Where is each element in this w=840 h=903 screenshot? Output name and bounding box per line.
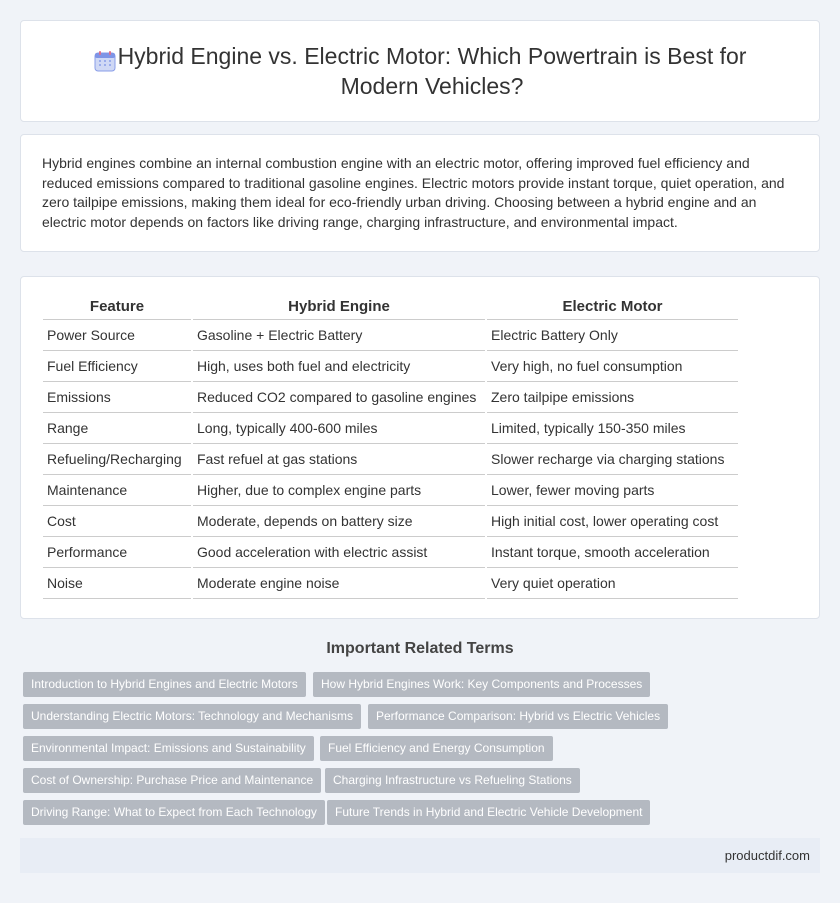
related-term-link[interactable]: Charging Infrastructure vs Refueling Stations [325, 768, 580, 793]
column-header-hybrid: Hybrid Engine [193, 295, 485, 320]
related-term-link[interactable]: Introduction to Hybrid Engines and Electric Motors [23, 672, 306, 697]
related-term-link[interactable]: Fuel Efficiency and Energy Consumption [320, 736, 553, 761]
table-cell: Maintenance [43, 475, 191, 506]
table-cell: High, uses both fuel and electricity [193, 351, 485, 382]
table-cell: Power Source [43, 320, 191, 351]
table-cell: Refueling/Recharging [43, 444, 191, 475]
table-cell: Electric Battery Only [487, 320, 738, 351]
table-cell: Noise [43, 568, 191, 599]
table-row [43, 506, 738, 537]
table-header-row [43, 295, 738, 320]
table-cell: Performance [43, 537, 191, 568]
table-cell: Limited, typically 150-350 miles [487, 413, 738, 444]
table-row [43, 475, 738, 506]
table-cell: Lower, fewer moving parts [487, 475, 738, 506]
related-term-link[interactable]: Driving Range: What to Expect from Each Technology [23, 800, 325, 825]
comparison-table [41, 295, 740, 599]
intro-paragraph: Hybrid engines combine an internal combustion engine with an electric motor, offering improved fuel efficiency and reduced emissions compared to traditional gasoline engines. Electric motors provide instant torque, quiet operation, and zero tailpipe emissions, making them ideal for eco-friendly urban driving. Choosing between a hybrid engine and an electric motor depends on factors like driving range, charging infrastructure, and environmental impact. [42, 155, 785, 230]
related-term-link[interactable]: Performance Comparison: Hybrid vs Electric Vehicles [368, 704, 668, 729]
table-cell: Reduced CO2 compared to gasoline engines [193, 382, 485, 413]
comparison-table-card [20, 276, 820, 619]
table-cell: Zero tailpipe emissions [487, 382, 738, 413]
column-header-feature: Feature [43, 295, 191, 320]
table-row [43, 351, 738, 382]
related-term-link[interactable]: Understanding Electric Motors: Technology and Mechanisms [23, 704, 361, 729]
related-terms-heading: Important Related Terms [326, 640, 514, 657]
table-cell: Gasoline + Electric Battery [193, 320, 485, 351]
table-cell: Moderate engine noise [193, 568, 485, 599]
column-header-electric: Electric Motor [487, 295, 738, 320]
table-row [43, 444, 738, 475]
table-cell: Fuel Efficiency [43, 351, 191, 382]
related-term-link[interactable]: How Hybrid Engines Work: Key Components and Processes [313, 672, 650, 697]
table-cell: Range [43, 413, 191, 444]
table-cell: Instant torque, smooth acceleration [487, 537, 738, 568]
table-row [43, 413, 738, 444]
related-term-link[interactable]: Environmental Impact: Emissions and Sustainability [23, 736, 314, 761]
table-row [43, 537, 738, 568]
header-card [20, 20, 820, 122]
footer [20, 838, 820, 873]
table-cell: Cost [43, 506, 191, 537]
table-cell: Higher, due to complex engine parts [193, 475, 485, 506]
table-cell: Slower recharge via charging stations [487, 444, 738, 475]
intro-card [20, 134, 820, 252]
table-cell: Long, typically 400-600 miles [193, 413, 485, 444]
table-row [43, 382, 738, 413]
table-cell: Very quiet operation [487, 568, 738, 599]
table-row [43, 568, 738, 599]
table-cell: Moderate, depends on battery size [193, 506, 485, 537]
footer-site-name: productdif.com [724, 848, 810, 863]
table-cell: Good acceleration with electric assist [193, 537, 485, 568]
table-row [43, 320, 738, 351]
page-title: Hybrid Engine vs. Electric Motor: Which Powertrain is Best for Modern Vehicles? [117, 43, 747, 99]
table-cell: Fast refuel at gas stations [193, 444, 485, 475]
related-term-link[interactable]: Future Trends in Hybrid and Electric Vehicle Development [327, 800, 650, 825]
table-cell: Emissions [43, 382, 191, 413]
table-cell: High initial cost, lower operating cost [487, 506, 738, 537]
related-term-link[interactable]: Cost of Ownership: Purchase Price and Maintenance [23, 768, 321, 793]
table-cell: Very high, no fuel consumption [487, 351, 738, 382]
